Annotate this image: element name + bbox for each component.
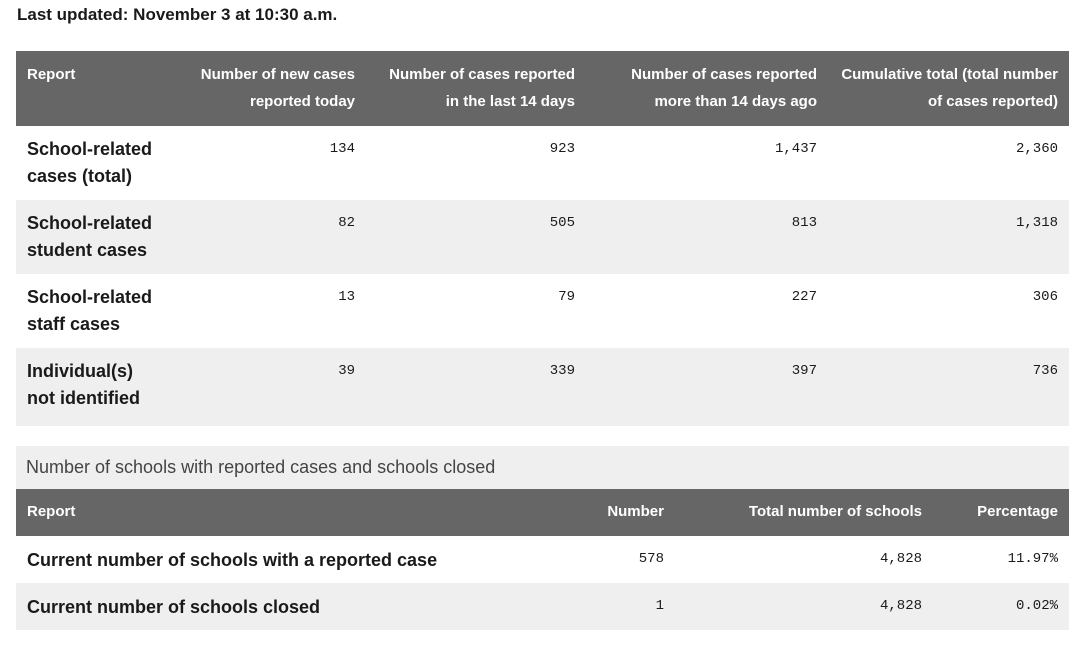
cell-last-14-days: 79: [366, 274, 586, 348]
cases-table: [16, 51, 1069, 426]
row-label: Individual(s) not identified: [16, 348, 176, 426]
column-header-last-14-days: Number of cases reported in the last 14 days: [366, 51, 586, 126]
cell-new-today: 82: [176, 200, 366, 274]
column-header-total-schools: Total number of schools: [675, 489, 933, 536]
cases-table-header-row: [16, 51, 1069, 126]
cell-number: 1: [585, 583, 675, 630]
cell-last-14-days: 923: [366, 126, 586, 200]
cell-cumulative-total: 2,360: [828, 126, 1069, 200]
table-row: [16, 348, 1069, 426]
table-row: [16, 583, 1069, 630]
cell-older-than-14-days: 1,437: [586, 126, 828, 200]
schools-table-caption: Number of schools with reported cases and schools closed: [16, 446, 1069, 489]
cell-cumulative-total: 736: [828, 348, 1069, 426]
row-label: Current number of schools closed: [16, 583, 585, 630]
cell-cumulative-total: 306: [828, 274, 1069, 348]
row-label: School-related staff cases: [16, 274, 176, 348]
cell-last-14-days: 339: [366, 348, 586, 426]
column-header-cumulative-total: Cumulative total (total number of cases reported): [828, 51, 1069, 126]
row-label: School-related student cases: [16, 200, 176, 274]
table-row: [16, 536, 1069, 583]
column-header-older-than-14-days: Number of cases reported more than 14 days ago: [586, 51, 828, 126]
cell-last-14-days: 505: [366, 200, 586, 274]
cell-new-today: 13: [176, 274, 366, 348]
cell-new-today: 39: [176, 348, 366, 426]
table-row: [16, 274, 1069, 348]
cell-cumulative-total: 1,318: [828, 200, 1069, 274]
schools-table: [16, 489, 1069, 630]
row-label: School-related cases (total): [16, 126, 176, 200]
column-header-report: Report: [16, 489, 585, 536]
table-row: [16, 200, 1069, 274]
last-updated-text: Last updated: November 3 at 10:30 a.m.: [17, 5, 338, 24]
column-header-new-today: Number of new cases reported today: [176, 51, 366, 126]
cell-older-than-14-days: 813: [586, 200, 828, 274]
cell-new-today: 134: [176, 126, 366, 200]
cell-older-than-14-days: 397: [586, 348, 828, 426]
schools-table-header-row: [16, 489, 1069, 536]
cell-total-schools: 4,828: [675, 536, 933, 583]
cell-percentage: 0.02%: [933, 583, 1069, 630]
cell-total-schools: 4,828: [675, 583, 933, 630]
row-label: Current number of schools with a reported case: [16, 536, 585, 583]
cell-percentage: 11.97%: [933, 536, 1069, 583]
column-header-number: Number: [585, 489, 675, 536]
cell-older-than-14-days: 227: [586, 274, 828, 348]
cell-number: 578: [585, 536, 675, 583]
table-row: [16, 126, 1069, 200]
column-header-report: Report: [16, 51, 176, 126]
column-header-percentage: Percentage: [933, 489, 1069, 536]
